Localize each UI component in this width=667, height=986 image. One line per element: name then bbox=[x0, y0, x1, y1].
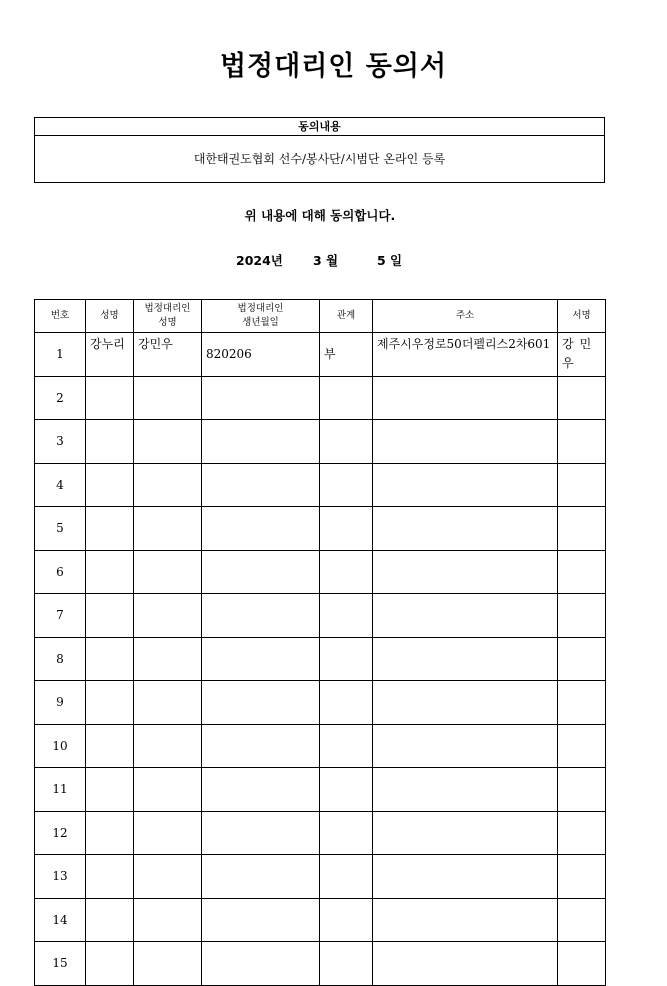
cell-name: 강누리 bbox=[86, 333, 134, 377]
row-number: 7 bbox=[35, 594, 86, 638]
cell-guardian-name bbox=[134, 594, 202, 638]
date-line bbox=[0, 251, 667, 269]
cell-guardian-name bbox=[134, 898, 202, 942]
row-number: 6 bbox=[35, 550, 86, 594]
header-guardian-name-line2: 성명 bbox=[158, 317, 177, 328]
cell-address: 제주시우정로50더펠리스2차601 bbox=[373, 333, 558, 377]
cell-name bbox=[86, 898, 134, 942]
table-header-row bbox=[35, 300, 606, 333]
cell-guardian-birth bbox=[202, 942, 320, 986]
cell-name bbox=[86, 594, 134, 638]
cell-guardian-name bbox=[134, 768, 202, 812]
table-row bbox=[35, 768, 606, 812]
row-number: 13 bbox=[35, 855, 86, 899]
date-month: 3 월 bbox=[313, 253, 339, 268]
consent-header: 동의내용 bbox=[35, 118, 604, 136]
row-number: 14 bbox=[35, 898, 86, 942]
cell-guardian-name bbox=[134, 811, 202, 855]
cell-guardian-name bbox=[134, 855, 202, 899]
cell-relation bbox=[320, 420, 373, 464]
cell-signature: 강민우 bbox=[558, 333, 606, 377]
table-row bbox=[35, 376, 606, 420]
row-number: 9 bbox=[35, 681, 86, 725]
cell-relation bbox=[320, 376, 373, 420]
cell-address bbox=[373, 376, 558, 420]
consent-text: 대한태권도협회 선수/봉사단/시범단 온라인 등록 bbox=[193, 152, 446, 166]
cell-address bbox=[373, 681, 558, 725]
cell-signature bbox=[558, 420, 606, 464]
row-number: 8 bbox=[35, 637, 86, 681]
row-number: 2 bbox=[35, 376, 86, 420]
row-number: 15 bbox=[35, 942, 86, 986]
cell-guardian-name bbox=[134, 420, 202, 464]
cell-relation: 부 bbox=[320, 333, 373, 377]
table-row bbox=[35, 724, 606, 768]
cell-address bbox=[373, 898, 558, 942]
cell-address bbox=[373, 550, 558, 594]
cell-address bbox=[373, 724, 558, 768]
table-row bbox=[35, 463, 606, 507]
cell-relation bbox=[320, 594, 373, 638]
cell-address bbox=[373, 420, 558, 464]
cell-guardian-name bbox=[134, 376, 202, 420]
table-row bbox=[35, 855, 606, 899]
cell-signature bbox=[558, 724, 606, 768]
cell-guardian-birth bbox=[202, 376, 320, 420]
cell-address bbox=[373, 507, 558, 551]
date-day: 5 일 bbox=[377, 253, 403, 268]
cell-name bbox=[86, 507, 134, 551]
header-guardian-name bbox=[134, 300, 202, 333]
header-signature: 서명 bbox=[558, 300, 606, 333]
cell-guardian-birth bbox=[202, 420, 320, 464]
cell-signature bbox=[558, 681, 606, 725]
header-guardian-name-line1: 법정대리인 bbox=[144, 303, 191, 314]
cell-relation bbox=[320, 681, 373, 725]
table-row bbox=[35, 898, 606, 942]
cell-name bbox=[86, 855, 134, 899]
cell-name bbox=[86, 376, 134, 420]
cell-guardian-name bbox=[134, 637, 202, 681]
header-name: 성명 bbox=[86, 300, 134, 333]
cell-relation bbox=[320, 550, 373, 594]
row-number: 10 bbox=[35, 724, 86, 768]
header-address: 주소 bbox=[373, 300, 558, 333]
cell-relation bbox=[320, 942, 373, 986]
cell-relation bbox=[320, 898, 373, 942]
cell-name bbox=[86, 724, 134, 768]
cell-relation bbox=[320, 507, 373, 551]
header-guardian-birth-line1: 법정대리인 bbox=[237, 303, 284, 314]
cell-address bbox=[373, 768, 558, 812]
cell-relation bbox=[320, 811, 373, 855]
cell-guardian-birth: 820206 bbox=[202, 333, 320, 377]
cell-name bbox=[86, 681, 134, 725]
cell-guardian-birth bbox=[202, 550, 320, 594]
agreement-statement: 위 내용에 대해 동의합니다. bbox=[244, 208, 396, 223]
row-number: 5 bbox=[35, 507, 86, 551]
table-row bbox=[35, 333, 606, 377]
row-number: 1 bbox=[35, 333, 86, 377]
document-title: 법정대리인 동의서 bbox=[219, 51, 448, 82]
cell-guardian-birth bbox=[202, 855, 320, 899]
cell-guardian-name: 강민우 bbox=[134, 333, 202, 377]
cell-name bbox=[86, 811, 134, 855]
cell-guardian-name bbox=[134, 681, 202, 725]
cell-signature bbox=[558, 855, 606, 899]
header-relation: 관계 bbox=[320, 300, 373, 333]
cell-signature bbox=[558, 898, 606, 942]
table-row bbox=[35, 594, 606, 638]
cell-guardian-name bbox=[134, 942, 202, 986]
row-number: 4 bbox=[35, 463, 86, 507]
cell-signature bbox=[558, 463, 606, 507]
consent-box bbox=[34, 117, 605, 183]
cell-guardian-name bbox=[134, 507, 202, 551]
cell-relation bbox=[320, 768, 373, 812]
guardian-consent-table bbox=[34, 299, 606, 986]
cell-relation bbox=[320, 463, 373, 507]
row-number: 11 bbox=[35, 768, 86, 812]
table-row bbox=[35, 681, 606, 725]
cell-signature bbox=[558, 594, 606, 638]
cell-address bbox=[373, 855, 558, 899]
cell-signature bbox=[558, 550, 606, 594]
cell-address bbox=[373, 594, 558, 638]
cell-name bbox=[86, 637, 134, 681]
cell-signature bbox=[558, 637, 606, 681]
row-number: 3 bbox=[35, 420, 86, 464]
cell-guardian-birth bbox=[202, 463, 320, 507]
cell-guardian-name bbox=[134, 463, 202, 507]
cell-relation bbox=[320, 637, 373, 681]
row-number: 12 bbox=[35, 811, 86, 855]
header-guardian-birth-line2: 생년월일 bbox=[242, 317, 279, 328]
cell-relation bbox=[320, 724, 373, 768]
table-row bbox=[35, 507, 606, 551]
cell-name bbox=[86, 420, 134, 464]
cell-guardian-birth bbox=[202, 811, 320, 855]
cell-address bbox=[373, 637, 558, 681]
date-year: 2024년 bbox=[236, 253, 283, 268]
cell-address bbox=[373, 811, 558, 855]
cell-guardian-birth bbox=[202, 507, 320, 551]
cell-name bbox=[86, 768, 134, 812]
header-number: 번호 bbox=[35, 300, 86, 333]
cell-address bbox=[373, 942, 558, 986]
cell-signature bbox=[558, 507, 606, 551]
cell-guardian-name bbox=[134, 550, 202, 594]
cell-signature bbox=[558, 811, 606, 855]
header-guardian-birth bbox=[202, 300, 320, 333]
table-row bbox=[35, 420, 606, 464]
cell-signature bbox=[558, 376, 606, 420]
cell-relation bbox=[320, 855, 373, 899]
cell-name bbox=[86, 463, 134, 507]
cell-address bbox=[373, 463, 558, 507]
table-row bbox=[35, 637, 606, 681]
table-row bbox=[35, 550, 606, 594]
cell-guardian-name bbox=[134, 724, 202, 768]
cell-name bbox=[86, 942, 134, 986]
cell-signature bbox=[558, 942, 606, 986]
cell-signature bbox=[558, 768, 606, 812]
cell-name bbox=[86, 550, 134, 594]
cell-guardian-birth bbox=[202, 637, 320, 681]
table-row bbox=[35, 811, 606, 855]
cell-guardian-birth bbox=[202, 681, 320, 725]
cell-guardian-birth bbox=[202, 768, 320, 812]
table-row bbox=[35, 942, 606, 986]
cell-guardian-birth bbox=[202, 594, 320, 638]
cell-guardian-birth bbox=[202, 898, 320, 942]
table-body bbox=[35, 333, 606, 986]
cell-guardian-birth bbox=[202, 724, 320, 768]
